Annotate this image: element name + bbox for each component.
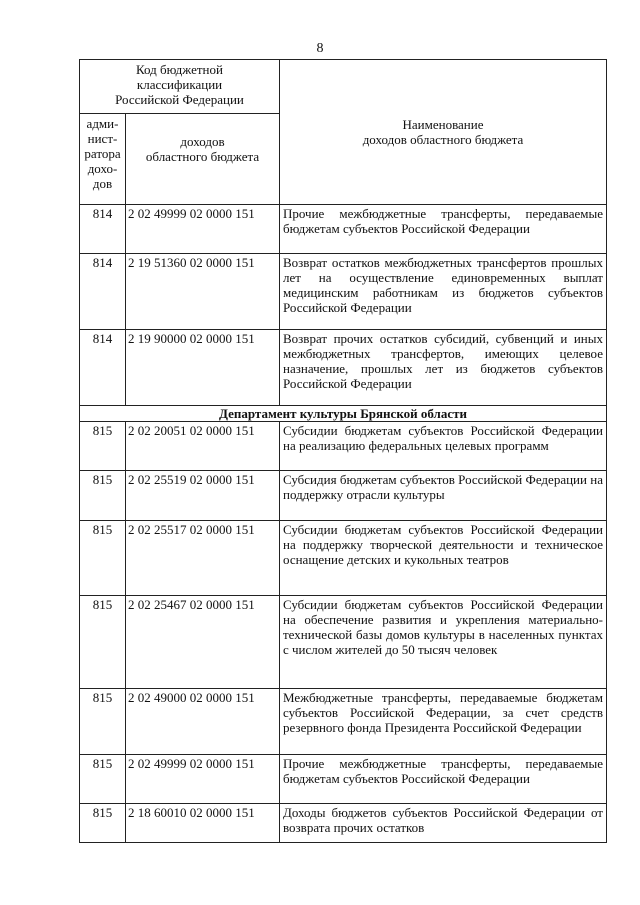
table-body bbox=[80, 60, 607, 843]
income-code-cell: 2 18 60010 02 0000 151 bbox=[126, 804, 280, 843]
income-code-cell: 2 02 25519 02 0000 151 bbox=[126, 471, 280, 521]
table-row bbox=[80, 330, 607, 406]
table-row bbox=[80, 205, 607, 254]
header-income-text: доходов областного бюджета bbox=[145, 134, 260, 164]
table-row bbox=[80, 254, 607, 330]
table-row bbox=[80, 521, 607, 596]
income-name-cell: Субсидии бюджетам субъектов Российской Федерации на реализацию федеральных целевых программ bbox=[280, 422, 607, 471]
income-name-cell: Субсидия бюджетам субъектов Российской Федерации на поддержку отрасли культуры bbox=[280, 471, 607, 521]
income-name-cell: Прочие межбюджетные трансферты, передаваемые бюджетам субъектов Российской Федерации bbox=[280, 205, 607, 254]
income-name-cell: Возврат прочих остатков субсидий, субвенций и иных межбюджетных трансфертов, имеющих целевое назначение, прошлых лет из бюджетов субъектов Российской Федерации bbox=[280, 330, 607, 406]
income-code-cell: 2 02 25467 02 0000 151 bbox=[126, 596, 280, 689]
income-name-cell: Межбюджетные трансферты, передаваемые бюджетам субъектов Российской Федерации, за счет средств резервного фонда Президента Российской Федерации bbox=[280, 689, 607, 755]
header-row-top bbox=[80, 60, 607, 114]
admin-code-cell: 815 bbox=[80, 689, 126, 755]
income-code-cell: 2 02 49999 02 0000 151 bbox=[126, 205, 280, 254]
budget-income-table bbox=[79, 59, 607, 843]
income-name-cell: Доходы бюджетов субъектов Российской Федерации от возврата прочих остатков bbox=[280, 804, 607, 843]
header-admin bbox=[80, 114, 126, 205]
header-income bbox=[126, 114, 280, 205]
income-code-cell: 2 02 25517 02 0000 151 bbox=[126, 521, 280, 596]
admin-code-cell: 814 bbox=[80, 330, 126, 406]
header-income-name bbox=[280, 60, 607, 205]
table-row bbox=[80, 471, 607, 521]
header-admin-text: адми- нист- ратора дохо- дов bbox=[84, 116, 121, 191]
income-code-cell: 2 02 20051 02 0000 151 bbox=[126, 422, 280, 471]
admin-code-cell: 815 bbox=[80, 471, 126, 521]
header-income-name-text: Наименование доходов областного бюджета bbox=[362, 117, 524, 147]
page-number: 8 bbox=[316, 41, 324, 56]
admin-code-cell: 815 bbox=[80, 521, 126, 596]
income-name-cell: Субсидии бюджетам субъектов Российской Федерации на поддержку творческой деятельности и техническое оснащение детских и кукольных театров bbox=[280, 521, 607, 596]
table-row bbox=[80, 596, 607, 689]
income-code-cell: 2 02 49000 02 0000 151 bbox=[126, 689, 280, 755]
income-name-cell: Прочие межбюджетные трансферты, передаваемые бюджетам субъектов Российской Федерации bbox=[280, 755, 607, 804]
table-row bbox=[80, 422, 607, 471]
table-row bbox=[80, 755, 607, 804]
admin-code-cell: 814 bbox=[80, 205, 126, 254]
admin-code-cell: 815 bbox=[80, 596, 126, 689]
table-row bbox=[80, 689, 607, 755]
header-bk-code-text: Код бюджетной классификации Российской Федерации bbox=[115, 62, 244, 107]
income-code-cell: 2 19 51360 02 0000 151 bbox=[126, 254, 280, 330]
section-row bbox=[80, 406, 607, 422]
admin-code-cell: 815 bbox=[80, 422, 126, 471]
section-title: Департамент культуры Брянской области bbox=[80, 406, 607, 422]
income-code-cell: 2 19 90000 02 0000 151 bbox=[126, 330, 280, 406]
income-name-cell: Субсидии бюджетам субъектов Российской Федерации на обеспечение развития и укрепления материально-технической базы домов культуры в населенных пунктах с числом жителей до 50 тысяч человек bbox=[280, 596, 607, 689]
table-row bbox=[80, 804, 607, 843]
admin-code-cell: 814 bbox=[80, 254, 126, 330]
income-name-cell: Возврат остатков межбюджетных трансфертов прошлых лет на осуществление единовременных выплат медицинским работникам из бюджетов субъектов Российской Федерации bbox=[280, 254, 607, 330]
income-code-cell: 2 02 49999 02 0000 151 bbox=[126, 755, 280, 804]
header-bk-code bbox=[80, 60, 280, 114]
admin-code-cell: 815 bbox=[80, 755, 126, 804]
admin-code-cell: 815 bbox=[80, 804, 126, 843]
